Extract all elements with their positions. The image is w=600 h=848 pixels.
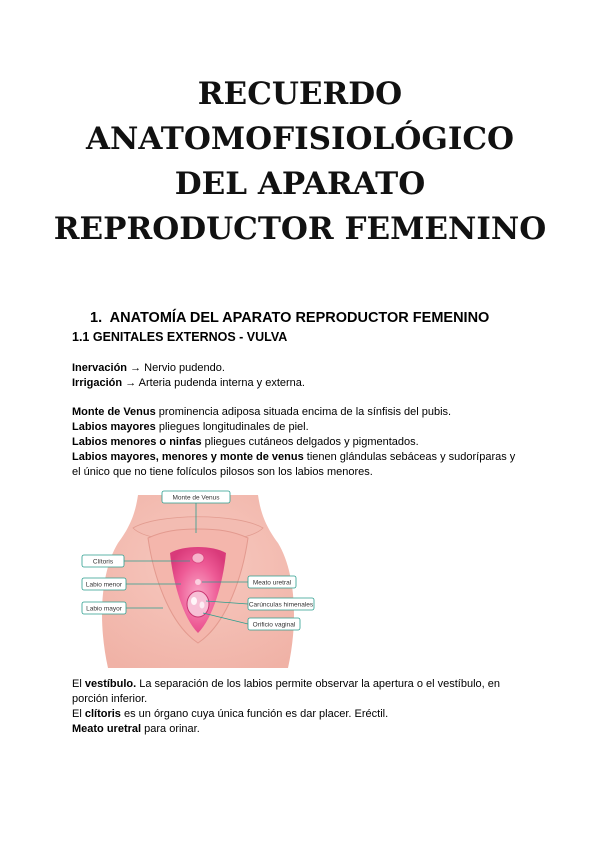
clitoris-text: es un órgano cuya única función es dar placer. Eréctil. xyxy=(120,708,389,720)
irrigation-label: Irrigación xyxy=(72,377,123,389)
label-clitoris: Clítoris xyxy=(92,558,114,566)
vestibule-text: La separación de los labios permite observar la apertura o el vestíbulo, en xyxy=(136,678,501,690)
arrow: → xyxy=(130,362,142,374)
definition-text: prominencia adiposa situada encima de la sínfisis del pubis. xyxy=(155,406,452,418)
vestibule-paragraph xyxy=(72,677,532,737)
section-number: 1. xyxy=(90,310,103,326)
definition-term: Labios mayores xyxy=(72,421,156,433)
definition-continuation: el único que no tiene folículos pilosos son los labios menores. xyxy=(72,466,373,478)
vestibule-continuation: porción inferior. xyxy=(72,693,148,705)
title-line: ANATOMOFISIOLÓGICO xyxy=(86,121,514,157)
label-labio-mayor: Labio mayor xyxy=(86,605,122,613)
section-title: ANATOMÍA DEL APARATO REPRODUCTOR FEMENINO xyxy=(109,310,490,326)
irrigation-line xyxy=(72,376,532,391)
definition-line xyxy=(72,435,532,450)
definition-text: pliegues longitudinales de piel. xyxy=(155,421,309,433)
arrow: → xyxy=(125,377,137,389)
section-heading xyxy=(90,310,489,326)
label-orificio-vaginal: Orificio vaginal xyxy=(252,621,296,629)
vestibule-term: vestíbulo. xyxy=(84,678,137,690)
label-carunculas-himenales: Carúnculas himenales xyxy=(248,601,314,609)
vaginal-opening-shape xyxy=(187,591,209,617)
hymenal-caruncle-shape xyxy=(200,602,205,609)
irrigation-text: Arteria pudenda interna y externa. xyxy=(136,377,305,389)
definition-line xyxy=(72,450,532,465)
label-meato-uretral: Meato uretral xyxy=(252,579,292,587)
urethral-meatus-shape xyxy=(195,579,201,585)
definition-term: Labios menores o ninfas xyxy=(72,436,202,448)
title-line: REPRODUCTOR FEMENINO xyxy=(53,211,547,247)
clitoris-pre: El xyxy=(72,708,85,720)
definitions-block xyxy=(72,405,532,480)
vulva-diagram xyxy=(78,483,316,668)
definition-line xyxy=(72,420,532,435)
definition-line xyxy=(72,405,532,420)
innervation-text: Nervio pudendo. xyxy=(141,362,225,374)
title-line: DEL APARATO xyxy=(174,166,426,202)
hymenal-caruncle-shape xyxy=(191,597,197,605)
definition-text: tienen glándulas sebáceas y sudoríparas y xyxy=(303,451,516,463)
meatus-term: Meato uretral xyxy=(72,723,142,735)
subsection-heading: 1.1 GENITALES EXTERNOS - VULVA xyxy=(72,330,288,344)
vestibule-pre: El xyxy=(72,678,85,690)
meatus-line xyxy=(72,722,532,737)
vestibule-line xyxy=(72,677,532,692)
innervation-label: Inervación xyxy=(72,362,128,374)
meatus-text: para orinar. xyxy=(141,723,200,735)
clitoris-line xyxy=(72,707,532,722)
innervation-block xyxy=(72,361,532,391)
definition-text: pliegues cutáneos delgados y pigmentados. xyxy=(201,436,419,448)
document-title xyxy=(0,72,600,252)
definition-term: Monte de Venus xyxy=(72,406,156,418)
innervation-line xyxy=(72,361,532,376)
definition-term: Labios mayores, menores y monte de venus xyxy=(72,451,304,463)
title-line: RECUERDO xyxy=(197,76,403,112)
label-monte-venus: Monte de Venus xyxy=(172,494,220,502)
label-labio-menor: Labio menor xyxy=(85,581,123,589)
clitoris-term: clítoris xyxy=(84,708,121,720)
clitoris-shape xyxy=(192,553,204,563)
